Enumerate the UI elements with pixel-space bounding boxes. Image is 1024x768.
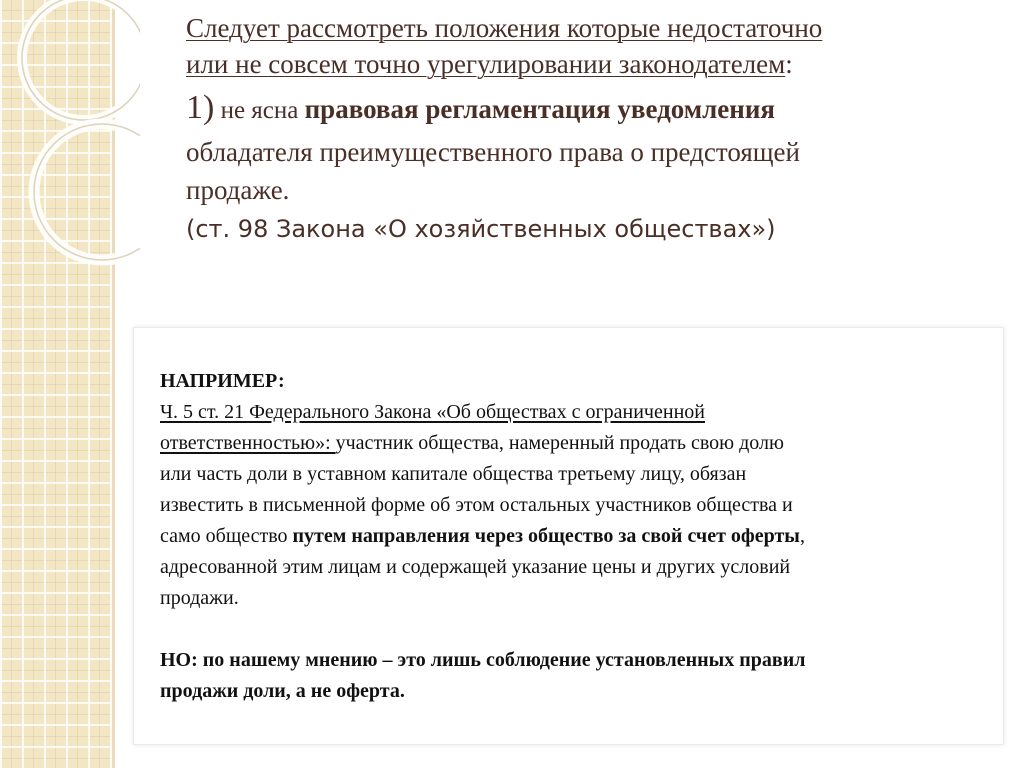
point-bold-text: правовая регламентация уведомления (304, 94, 775, 124)
conclusion-line-1: НО: по нашему мнению – это лишь соблюдение установленных правил (160, 649, 806, 671)
offer-emphasis: путем направления через общество за свой счет оферты (292, 525, 800, 547)
law-ref-line-2: ответственностью»: (160, 432, 336, 454)
law-ref-line-1: Ч. 5 ст. 21 Федерального Закона «Об обществах с ограниченной (160, 401, 705, 423)
point-number: 1) (186, 89, 215, 126)
conclusion-line-2: продажи доли, а не оферта. (160, 680, 405, 702)
example-box (133, 327, 1004, 745)
heading-intro-line-2: или не совсем точно урегулировании законодателем: (186, 49, 793, 79)
example-line-2: ответственностью»: участник общества, намеренный продать свою долю (160, 432, 784, 454)
law-reference: (ст. 98 Закона «О хозяйственных обществах») (186, 215, 776, 243)
example-title: НАПРИМЕР: (160, 370, 285, 392)
point-plain-text: не ясна (214, 97, 305, 124)
example-line-7: продажи. (160, 587, 239, 609)
decorative-rings (0, 0, 140, 320)
point-one-line-2: обладателя преимущественного права о предстоящей (186, 137, 800, 167)
slide-heading (186, 10, 1006, 247)
example-line-3: или часть доли в уставном капитале общества третьему лицу, обязан (160, 463, 747, 485)
example-line-6: адресованной этим лицам и содержащей указание цены и других условий (160, 556, 791, 578)
example-body (160, 366, 990, 707)
example-line-5: само общество путем направления через общество за свой счет оферты, (160, 525, 805, 547)
point-one (186, 86, 1006, 133)
spacer (160, 614, 990, 645)
example-line-4: известить в письменной форме об этом остальных участников общества и (160, 494, 793, 516)
heading-intro-line-1: Следует рассмотреть положения которые недостаточно (186, 13, 823, 43)
point-one-line-3: продаже. (186, 175, 290, 205)
